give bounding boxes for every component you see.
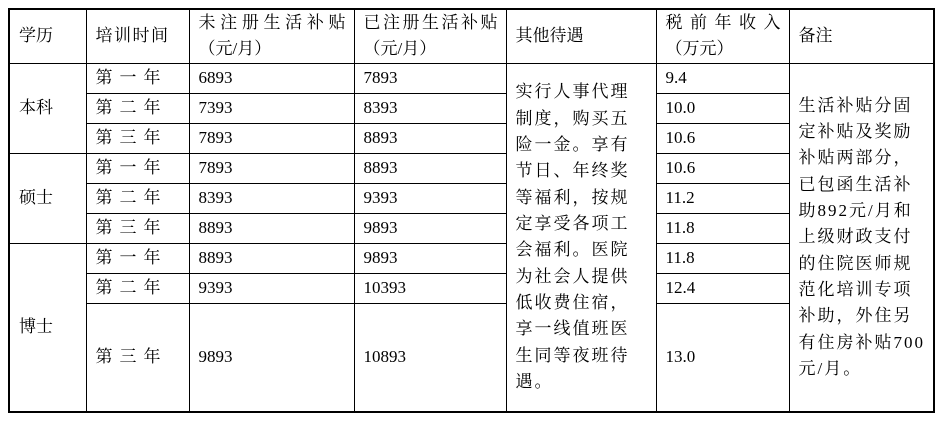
header-unregistered-line1: 未注册生活补贴 (198, 13, 346, 32)
year-cell: 第一年 (86, 243, 189, 273)
registered-subsidy-cell: 7893 (354, 63, 506, 93)
registered-subsidy-cell: 10393 (354, 273, 506, 303)
pretax-income-cell: 10.0 (656, 93, 789, 123)
pretax-income-cell: 11.2 (656, 183, 789, 213)
year-cell: 第一年 (86, 153, 189, 183)
pretax-income-cell: 12.4 (656, 273, 789, 303)
unregistered-subsidy-cell: 8393 (189, 183, 354, 213)
header-pretax-line2: （万元） (665, 39, 734, 59)
year-cell: 第三年 (86, 123, 189, 153)
registered-subsidy-cell: 9893 (354, 213, 506, 243)
unregistered-subsidy-cell: 8893 (189, 243, 354, 273)
header-row (9, 9, 934, 63)
unregistered-subsidy-cell: 9393 (189, 273, 354, 303)
year-cell: 第一年 (86, 63, 189, 93)
registered-subsidy-cell: 10893 (354, 303, 506, 412)
header-registered-line2: （元/月） (363, 39, 437, 59)
year-cell: 第三年 (86, 303, 189, 412)
other-benefits-cell: 实行人事代理制度，购买五险一金。享有节日、年终奖等福利，按规定享受各项工会福利。医院为社会人提供低收费住宿，享一线值班医生同等夜班待遇。 (506, 63, 656, 412)
unregistered-subsidy-cell: 6893 (189, 63, 354, 93)
table-row (9, 63, 934, 93)
year-cell: 第二年 (86, 183, 189, 213)
header-other-benefits: 其他待遇 (506, 9, 656, 63)
education-cell-bachelor: 本科 (9, 63, 86, 153)
unregistered-subsidy-cell: 7393 (189, 93, 354, 123)
registered-subsidy-cell: 8893 (354, 123, 506, 153)
pretax-income-cell: 9.4 (656, 63, 789, 93)
education-cell-master: 硕士 (9, 153, 86, 243)
header-remarks: 备注 (789, 9, 934, 63)
pretax-income-cell: 10.6 (656, 123, 789, 153)
pretax-income-cell: 11.8 (656, 243, 789, 273)
pretax-income-cell: 13.0 (656, 303, 789, 412)
unregistered-subsidy-cell: 7893 (189, 153, 354, 183)
unregistered-subsidy-cell: 9893 (189, 303, 354, 412)
subsidy-table (8, 8, 935, 413)
registered-subsidy-cell: 9393 (354, 183, 506, 213)
header-training-time: 培训时间 (86, 9, 189, 63)
year-cell: 第二年 (86, 273, 189, 303)
year-cell: 第二年 (86, 93, 189, 123)
education-cell-phd: 博士 (9, 243, 86, 412)
pretax-income-cell: 10.6 (656, 153, 789, 183)
header-unregistered-line2: （元/月） (198, 39, 272, 59)
header-registered-subsidy (354, 9, 506, 63)
registered-subsidy-cell: 8893 (354, 153, 506, 183)
unregistered-subsidy-cell: 7893 (189, 123, 354, 153)
registered-subsidy-cell: 8393 (354, 93, 506, 123)
header-registered-line1: 已注册生活补贴 (363, 13, 498, 32)
header-pretax-income (656, 9, 789, 63)
header-pretax-line1: 税前年收入 (665, 13, 781, 32)
year-cell: 第三年 (86, 213, 189, 243)
pretax-income-cell: 11.8 (656, 213, 789, 243)
header-unregistered-subsidy (189, 9, 354, 63)
unregistered-subsidy-cell: 8893 (189, 213, 354, 243)
remarks-cell: 生活补贴分固定补贴及奖励补贴两部分，已包函生活补助892元/月和上级财政支付的住院医师规范化培训专项补助，外住另有住房补贴700元/月。 (789, 63, 934, 412)
header-education: 学历 (9, 9, 86, 63)
registered-subsidy-cell: 9893 (354, 243, 506, 273)
